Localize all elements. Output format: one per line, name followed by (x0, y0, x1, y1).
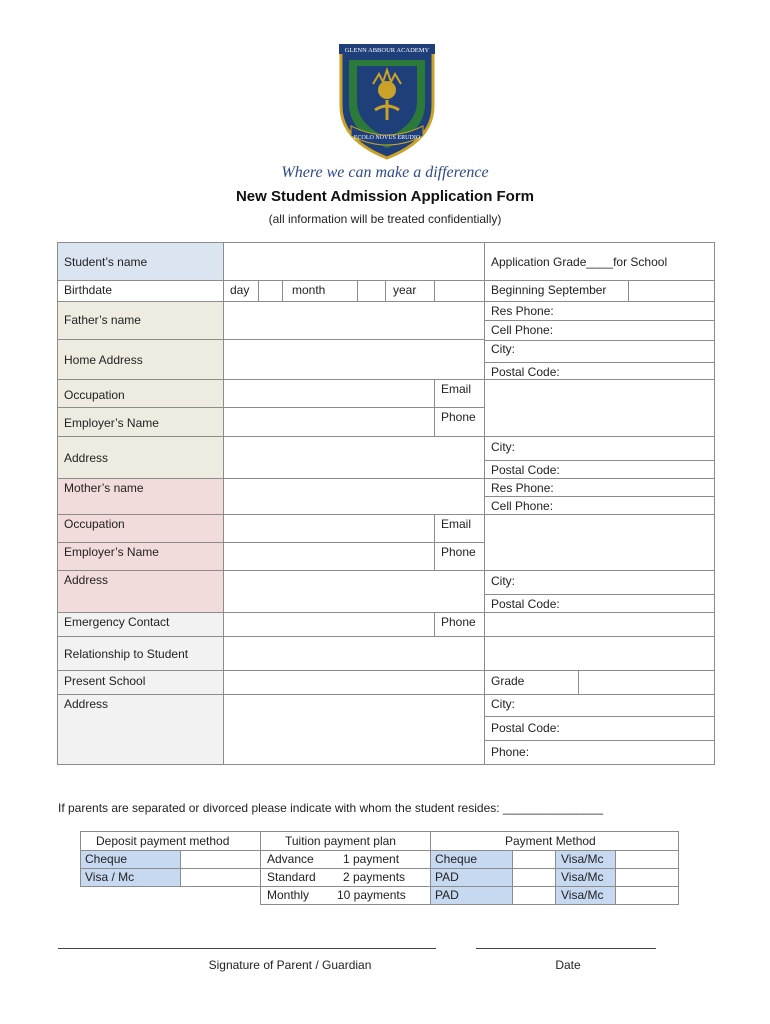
deposit-cheque-option: Cheque (85, 852, 128, 866)
school-postal-code-label: Postal Code: (491, 721, 560, 735)
method-visa-checkbox-3[interactable] (616, 887, 678, 904)
grade-label: Grade (491, 674, 525, 688)
father-address-label: Address (64, 451, 109, 465)
method-cheque-checkbox[interactable] (513, 851, 555, 868)
form-subtitle: (all information will be treated confidentially) (268, 212, 502, 226)
date-label: Date (555, 958, 581, 972)
emergency-phone-field[interactable] (485, 613, 714, 636)
plan-advance-name: Advance (267, 852, 314, 866)
resides-question: If parents are separated or divorced please indicate with whom the student resides: _______________ (58, 801, 604, 815)
mother-res-phone-label: Res Phone: (491, 481, 554, 495)
relationship-label: Relationship to Student (64, 647, 189, 661)
plan-standard-payments: 2 payments (343, 870, 406, 884)
father-phone-field[interactable] (485, 408, 714, 436)
mother-city-label: City: (491, 574, 515, 588)
mother-employer-field[interactable] (224, 543, 434, 570)
method-pad-option-1: PAD (435, 870, 459, 884)
school-address-label: Address (64, 697, 109, 711)
plan-standard-name: Standard (267, 870, 316, 884)
father-home-address-field[interactable] (224, 340, 484, 379)
date-signature-line[interactable] (476, 948, 656, 949)
father-employer-label: Employer’s Name (64, 416, 159, 430)
mothers-name-field[interactable] (224, 479, 484, 514)
school-crest-logo (335, 44, 439, 160)
method-pad-option-2: PAD (435, 888, 459, 902)
method-visa-option-3: Visa/Mc (561, 888, 604, 902)
deposit-cheque-checkbox[interactable] (181, 851, 260, 868)
grade-field[interactable] (579, 671, 714, 694)
birth-month-field[interactable] (358, 281, 385, 301)
parent-signature-line[interactable] (58, 948, 436, 949)
beginning-september-label: Beginning September (491, 283, 607, 297)
students-name-field[interactable] (224, 243, 484, 280)
emergency-contact-label: Emergency Contact (64, 615, 170, 629)
students-name-label: Student’s name (64, 255, 148, 269)
birthdate-label: Birthdate (64, 283, 113, 297)
parent-signature-label: Signature of Parent / Guardian (208, 958, 372, 972)
father-email-label: Email (441, 382, 472, 396)
mother-phone-field[interactable] (485, 543, 714, 570)
father-address-city-label: City: (491, 440, 515, 454)
method-visa-checkbox-2[interactable] (616, 869, 678, 886)
present-school-label: Present School (64, 674, 146, 688)
mother-phone-label: Phone (441, 545, 476, 559)
father-phone-label: Phone (441, 410, 476, 424)
payment-method-header: Payment Method (505, 834, 596, 848)
birth-month-label: month (292, 283, 326, 297)
father-address-field[interactable] (224, 437, 484, 478)
deposit-visa-option: Visa / Mc (85, 870, 135, 884)
mother-address-label: Address (64, 573, 109, 587)
mother-cell-phone-label: Cell Phone: (491, 499, 554, 513)
mother-address-field[interactable] (224, 571, 484, 612)
emergency-contact-field[interactable] (224, 613, 434, 636)
school-address-field[interactable] (224, 695, 484, 764)
birth-day-field[interactable] (259, 281, 282, 301)
mother-occupation-label: Occupation (64, 517, 125, 531)
method-visa-checkbox-1[interactable] (616, 851, 678, 868)
method-pad-checkbox-1[interactable] (513, 869, 555, 886)
method-visa-option-2: Visa/Mc (561, 870, 604, 884)
mother-employer-label: Employer’s Name (64, 545, 159, 559)
father-city-label: City: (491, 342, 515, 356)
birth-day-label: day (230, 283, 250, 297)
school-tagline: Where we can make a difference (281, 164, 489, 181)
mother-email-label: Email (441, 517, 472, 531)
emergency-phone-label: Phone (441, 615, 476, 629)
birth-year-label: year (393, 283, 417, 297)
mother-postal-code-label: Postal Code: (491, 597, 560, 611)
school-phone-label: Phone: (491, 745, 530, 759)
deposit-method-header: Deposit payment method (96, 834, 230, 848)
mother-occupation-field[interactable] (224, 515, 434, 542)
method-cheque-option: Cheque (435, 852, 478, 866)
father-occupation-field[interactable] (224, 380, 434, 407)
beginning-september-field[interactable] (629, 281, 714, 301)
method-pad-checkbox-2[interactable] (513, 887, 555, 904)
plan-advance-payments: 1 payment (343, 852, 400, 866)
fathers-name-field[interactable] (224, 302, 484, 339)
crest-top-text: GLENN ABBOUR ACADEMY (344, 47, 430, 54)
father-occupation-label: Occupation (64, 388, 125, 402)
method-visa-option-1: Visa/Mc (561, 852, 604, 866)
mother-email-field[interactable] (485, 515, 714, 542)
fathers-name-label: Father’s name (64, 313, 141, 327)
deposit-visa-checkbox[interactable] (181, 869, 260, 886)
mothers-name-label: Mother’s name (64, 481, 144, 495)
relationship-field[interactable] (224, 637, 714, 670)
label-bg-emergency (57, 612, 223, 764)
father-employer-field[interactable] (224, 408, 434, 436)
application-grade-label: Application Grade____for School (491, 255, 668, 269)
crest-motto: ECOLO NOVUS ERUDIO (353, 135, 421, 141)
school-city-label: City: (491, 697, 515, 711)
father-email-field[interactable] (485, 380, 714, 407)
present-school-field[interactable] (224, 671, 484, 694)
father-postal-code-label: Postal Code: (491, 365, 560, 379)
form-title: New Student Admission Application Form (235, 188, 535, 205)
father-address-postal-label: Postal Code: (491, 463, 560, 477)
father-home-address-label: Home Address (64, 353, 143, 367)
father-cell-phone-label: Cell Phone: (491, 323, 554, 337)
father-res-phone-label: Res Phone: (491, 304, 554, 318)
birth-year-field[interactable] (435, 281, 484, 301)
tuition-plan-header: Tuition payment plan (285, 834, 396, 848)
plan-monthly-name: Monthly (267, 888, 310, 902)
plan-monthly-payments: 10 payments (337, 888, 406, 902)
